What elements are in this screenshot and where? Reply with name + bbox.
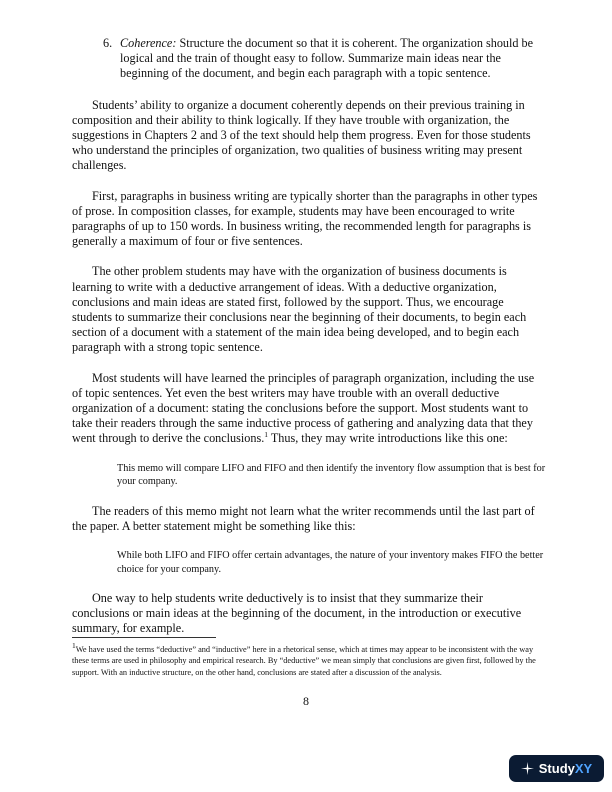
- paragraph-4: [72, 371, 542, 447]
- paragraph-2: First, paragraphs in business writing are typically shorter than the paragraphs in other types of prose. In composition classes, for example, students may have been encouraged to write paragraphs of up to 150 words. In business writing, the recommended length for paragraphs is generally a maximum of four or five sentences.: [72, 188, 538, 249]
- list-item-text: [120, 36, 542, 82]
- page-number: 8: [303, 694, 309, 708]
- document-body: [72, 36, 546, 652]
- plus-sparkle-icon: [521, 762, 534, 775]
- brand-text-study: Study: [538, 760, 575, 776]
- paragraph-5: The readers of this memo might not learn what the writer recommends until the last part of the paper. A better statement might be something like this:: [72, 503, 535, 533]
- example-quote-2: While both LIFO and FIFO offer certain advantages, the nature of your inventory makes FIFO the better choice for your company.: [117, 550, 544, 575]
- brand-text: [539, 761, 592, 776]
- list-item-term: Coherence:: [120, 36, 177, 50]
- list-item-description: Structure the document so that it is coherent. The organization should be logical and the train of thought easy to follow. Summarize main ideas near the beginning of the document, and begin each paragraph with a topic sentence.: [120, 36, 534, 81]
- footnote-mark: 1: [72, 641, 76, 651]
- footnote: [72, 641, 544, 678]
- paragraph-4-text-end: Thus, they may write introductions like this one:: [268, 431, 508, 446]
- footnote-reference[interactable]: 1: [264, 430, 269, 440]
- footnote-text: We have used the terms “deductive” and “inductive” here in a rhetorical sense, which at times may appear to be inconsistent with the way these terms are used in philosophy and empirical research. By “deductive” we mean simply that conclusions are given first, followed by the support. With an inductive structure, on the other hand, conclusions are stated after a discussion of the analysis.: [72, 645, 536, 677]
- footnote-area: [72, 637, 544, 678]
- studyxy-badge[interactable]: [509, 755, 604, 782]
- example-quote-1: This memo will compare LIFO and FIFO and then identify the inventory flow assumption that is best for your company.: [117, 462, 546, 488]
- numbered-list-item: [103, 36, 542, 82]
- brand-text-xy: XY: [574, 760, 593, 776]
- paragraph-6: One way to help students write deductively is to insist that they summarize their conclusions or main ideas at the beginning of the document, in the introduction or executive summary, for example.: [72, 591, 522, 636]
- paragraph-3: The other problem students may have with the organization of business documents is learning to write with a deductive arrangement of ideas. With a deductive organization, conclusions and main ideas are stated first, followed by the support. Thus, we encourage students to summarize their conclusions near the beginning of their documents, to begin each section of a document with a statement of the main idea being developed, and to begin each paragraph with a strong topic sentence.: [72, 264, 527, 355]
- paragraph-4-text: Most students will have learned the principles of paragraph organization, including the use of topic sentences. Yet even the best writers may have trouble with an overall deductive organization of a document: stating the conclusions before the support. Most students want to take their readers through the same inductive process of gathering and analyzing data that they went through to derive the conclusions.: [72, 370, 535, 446]
- footnote-divider: [72, 637, 216, 638]
- paragraph-1: Students’ ability to organize a document coherently depends on their previous training in composition and their ability to think logically. If they have trouble with organization, the suggestions in Chapters 2 and 3 of the text should help them progress. Even for those students who understand the principles of organization, two qualities of business writing may present challenges.: [72, 97, 531, 173]
- list-number: 6.: [103, 36, 113, 50]
